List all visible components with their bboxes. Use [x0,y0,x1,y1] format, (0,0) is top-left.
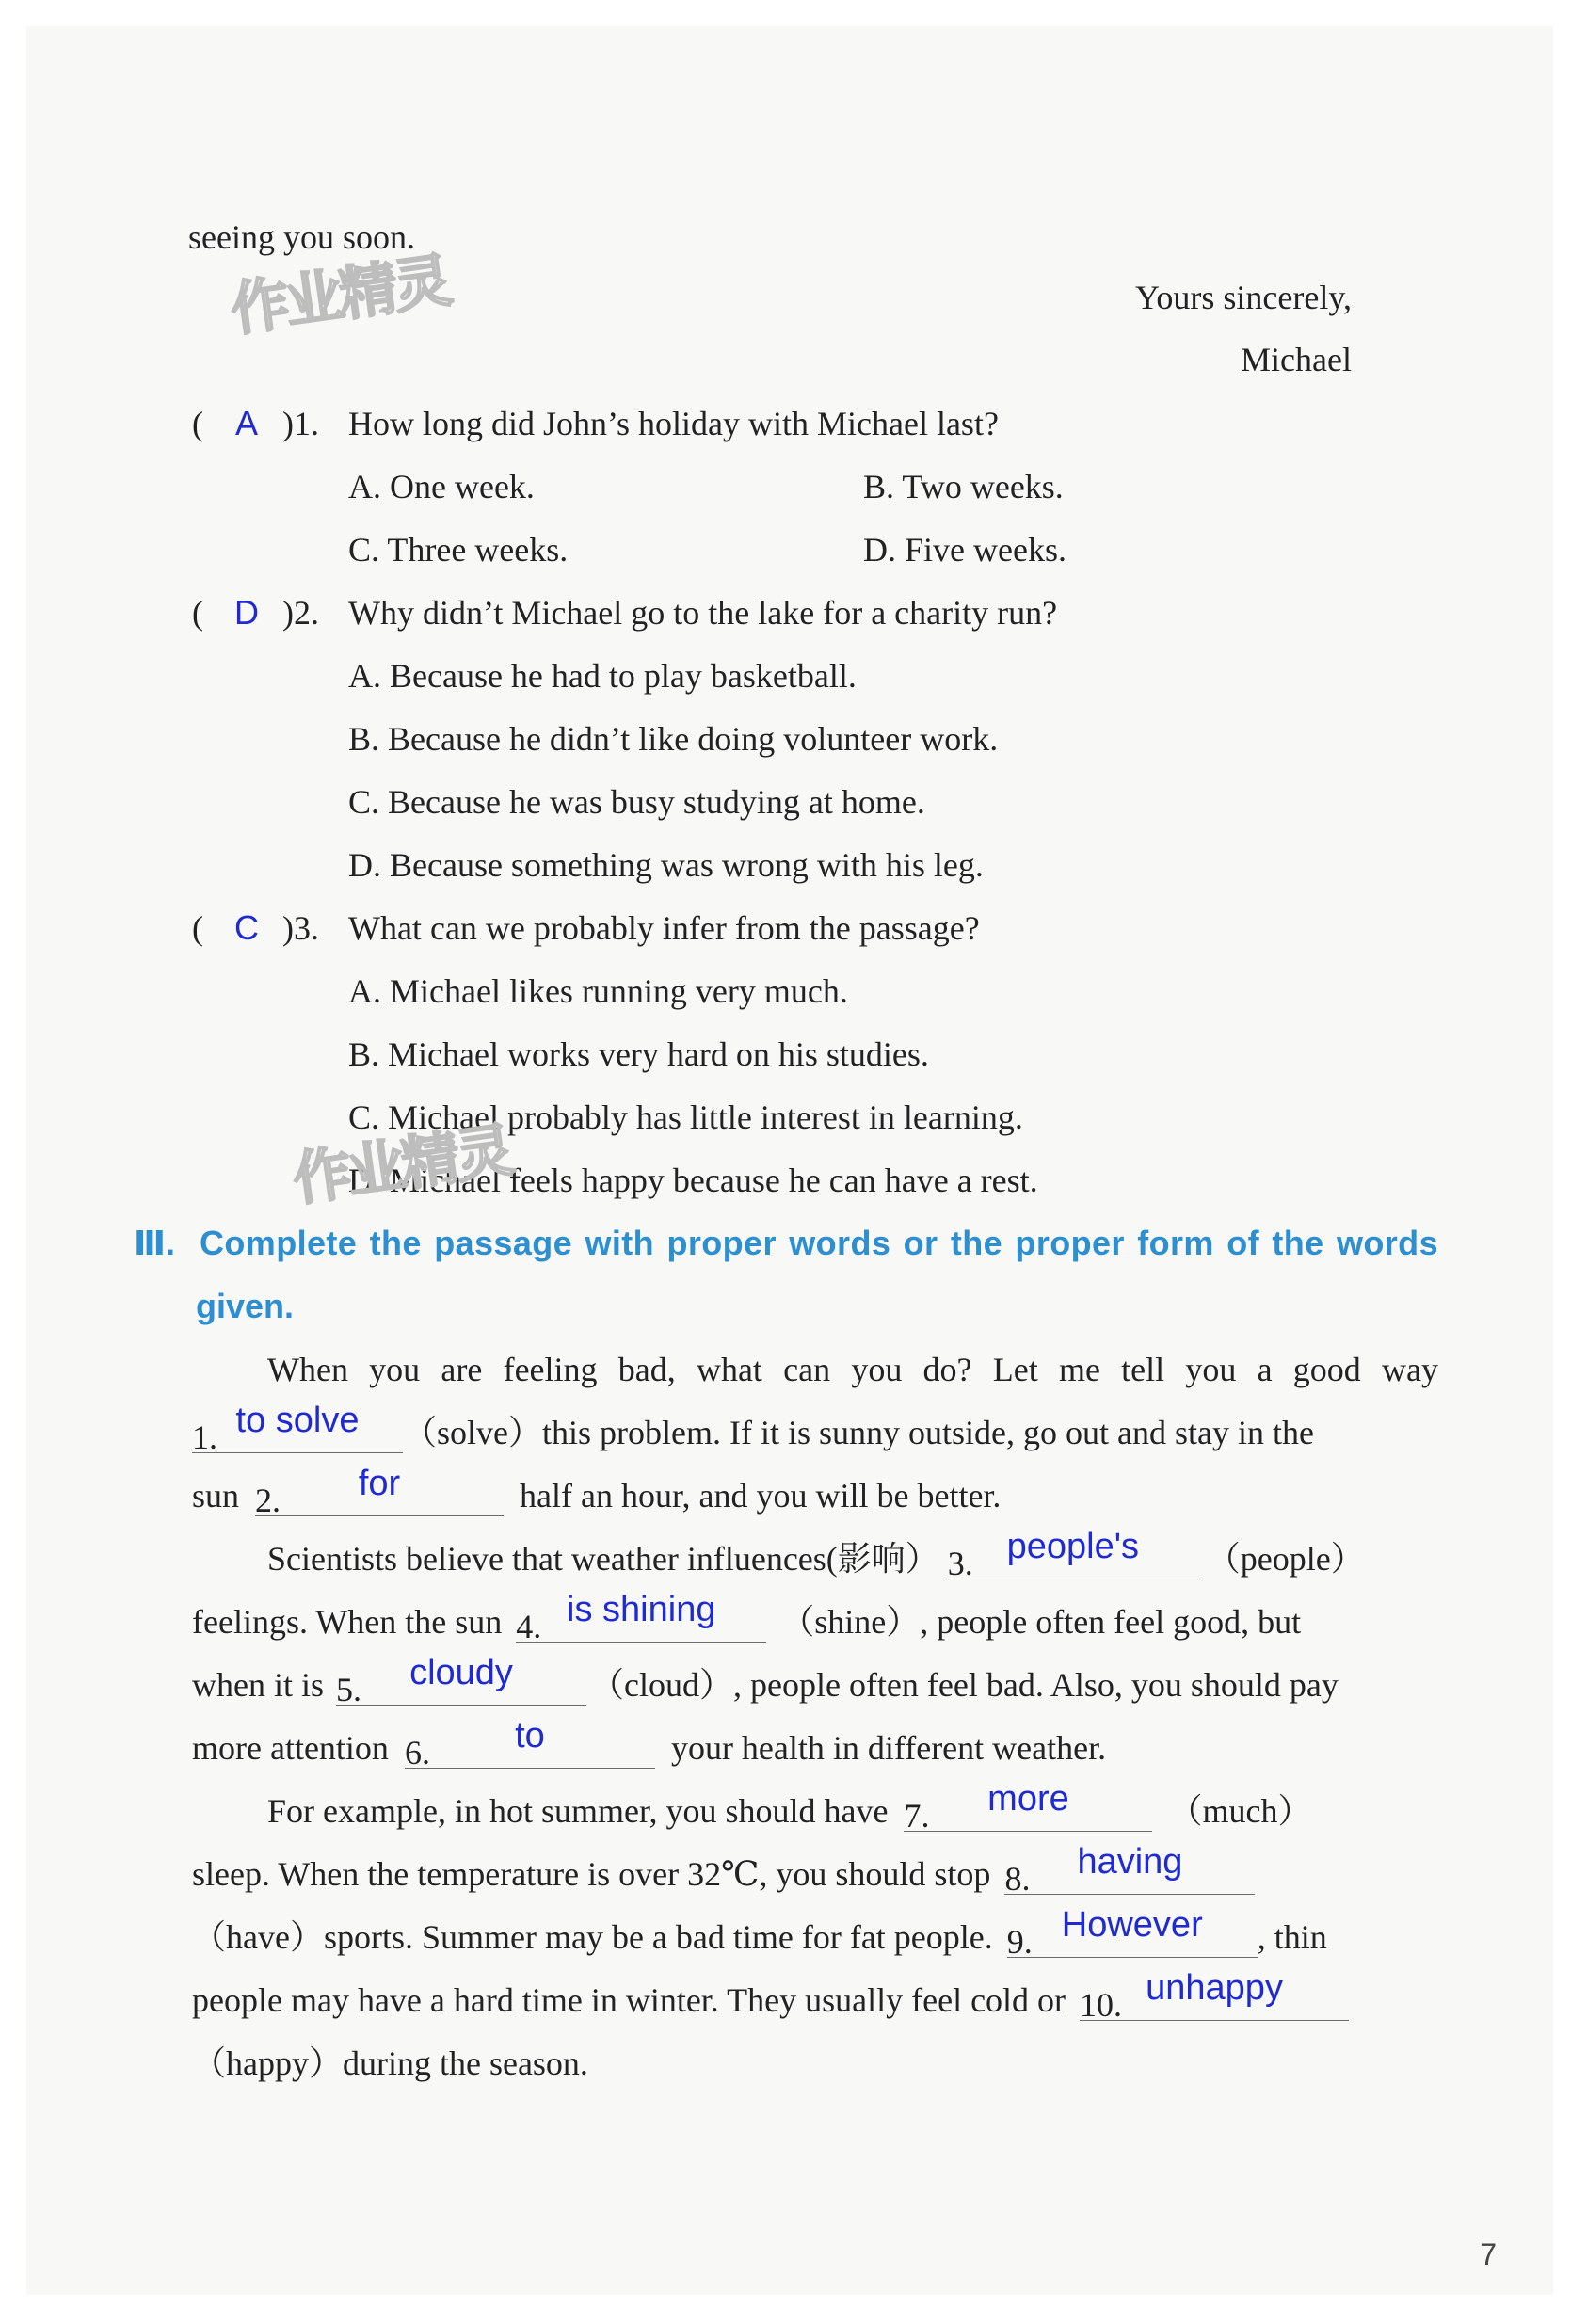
blank-10-number: 10. [1080,1986,1123,2024]
passage-line-8 [267,1779,1312,1835]
question-2-open-paren: ( [192,594,203,632]
question-2-number: )2. [282,594,319,632]
passage-line-1: When you are feeling bad, what can you do? Let me tell you a good way [267,1351,1438,1388]
question-3-open-paren: ( [192,909,203,947]
question-3-option-a: A. Michael likes running very much. [348,972,848,1010]
blank-8[interactable] [1004,1842,1255,1898]
question-3-answer: C [234,908,259,947]
passage-line-11 [192,1968,1349,2024]
blank-4-answer: is shining [567,1590,716,1629]
blank-2-number: 2. [255,1482,281,1519]
passage-line-3-text: half an hour, and you will be better. [520,1477,1002,1515]
blank-3-number: 3. [947,1545,973,1582]
blank-8-number: 8. [1004,1860,1031,1898]
passage-line-2-text: （solve）this problem. If it is sunny outside, go out and stay in the [403,1414,1314,1451]
passage-line-8-hint: （much） [1168,1792,1312,1830]
question-1-option-b: B. Two weeks. [863,468,1064,505]
blank-9-number: 9. [1006,1923,1033,1961]
blank-8-answer: having [1077,1842,1183,1882]
blank-4[interactable] [516,1590,766,1645]
passage-line-6 [192,1653,1339,1708]
watermark-logo-top: 作业精灵 [226,246,453,345]
passage-line-11-text: people may have a hard time in winter. They usually feel cold or [192,1981,1066,2019]
passage-line-5-text: （shine）, people often feel good, but [780,1603,1302,1641]
blank-3-answer: people's [1006,1527,1139,1566]
blank-1[interactable] [192,1401,403,1456]
question-3-option-b: B. Michael works very hard on his studies. [348,1035,929,1073]
passage-line-5 [192,1590,1302,1645]
passage-line-6-lead: when it is [192,1666,324,1704]
blank-6-answer: to [515,1716,545,1755]
blank-7[interactable] [904,1779,1152,1835]
section-3-title-line-1: Complete the passage with proper words or the proper form of the words [200,1224,1438,1262]
passage-line-4 [267,1527,1365,1582]
letter-signature: Michael [1241,341,1352,378]
question-1-option-a: A. One week. [348,468,535,505]
passage-line-12: （happy）during the season. [192,2044,588,2082]
blank-5-number: 5. [336,1671,361,1708]
passage-line-9-text: sleep. When the temperature is over 32℃, you should stop [192,1855,991,1893]
letter-sign-off: Yours sincerely, [1135,279,1352,316]
section-3-title-line-2: given. [196,1287,295,1325]
passage-line-3-lead: sun [192,1477,240,1515]
question-1-option-d: D. Five weeks. [863,531,1066,569]
question-2-option-d: D. Because something was wrong with his leg. [348,846,984,884]
passage-line-10-text: （have）sports. Summer may be a bad time for fat people. [192,1918,993,1956]
watermark-logo-middle: 作业精灵 [288,1115,515,1214]
passage-line-4-text: Scientists believe that weather influences(影响） [267,1540,939,1578]
passage-line-8-lead: For example, in hot summer, you should have [267,1792,889,1830]
question-1-number: )1. [282,405,319,442]
passage-line-4-hint: （people） [1206,1540,1365,1578]
worksheet-page [26,26,1553,2295]
blank-10-answer: unhappy [1146,1968,1283,2008]
passage-line-10 [192,1905,1327,1961]
passage-line-7 [192,1716,1107,1771]
blank-2-answer: for [358,1464,401,1503]
blank-6-number: 6. [404,1734,430,1771]
passage-line-2 [192,1401,1438,1456]
blank-10[interactable] [1080,1968,1349,2024]
blank-6[interactable] [404,1716,655,1771]
blank-1-answer: to solve [235,1401,360,1440]
question-2-option-b: B. Because he didn’t like doing volunteer work. [348,720,999,758]
passage-line-7-text: your health in different weather. [670,1729,1107,1767]
section-3-numeral: Ⅲ. [134,1224,176,1262]
question-2-answer: D [234,593,259,632]
question-1-answer: A [234,404,258,442]
passage-line-7-lead: more attention [192,1729,389,1767]
question-3-option-d: D. Michael feels happy because he can have a rest. [348,1162,1038,1199]
question-1-text: How long did John’s holiday with Michael last? [348,405,999,442]
blank-7-answer: more [987,1779,1069,1819]
question-1-option-c: C. Three weeks. [348,531,569,569]
blank-9-answer: However [1061,1905,1203,1945]
passage-line-3 [192,1464,1002,1519]
passage-line-5-lead: feelings. When the sun [192,1603,503,1641]
blank-5-answer: cloudy [409,1653,513,1692]
passage-line-6-text: （cloud）, people often feel bad. Also, you should pay [590,1666,1339,1704]
question-3-number: )3. [282,909,319,947]
blank-5[interactable] [336,1653,586,1708]
question-3-text: What can we probably infer from the passage? [348,909,980,947]
blank-4-number: 4. [516,1608,542,1645]
blank-3[interactable] [947,1527,1198,1582]
passage-line-9 [192,1842,1255,1898]
blank-2[interactable] [255,1464,504,1519]
page-number: 7 [1480,2237,1497,2271]
passage-line-10-tail: , thin [1257,1918,1327,1956]
blank-1-number: 1. [192,1418,217,1456]
letter-closing-text: seeing you soon. [188,218,415,256]
blank-7-number: 7. [904,1797,930,1835]
question-1-open-paren: ( [192,405,203,442]
question-3-option-c: C. Michael probably has little interest in learning. [348,1098,1023,1136]
question-2-text: Why didn’t Michael go to the lake for a charity run? [348,594,1058,632]
question-2-option-c: C. Because he was busy studying at home. [348,783,925,821]
blank-9[interactable] [1006,1905,1258,1961]
question-2-option-a: A. Because he had to play basketball. [348,657,857,695]
